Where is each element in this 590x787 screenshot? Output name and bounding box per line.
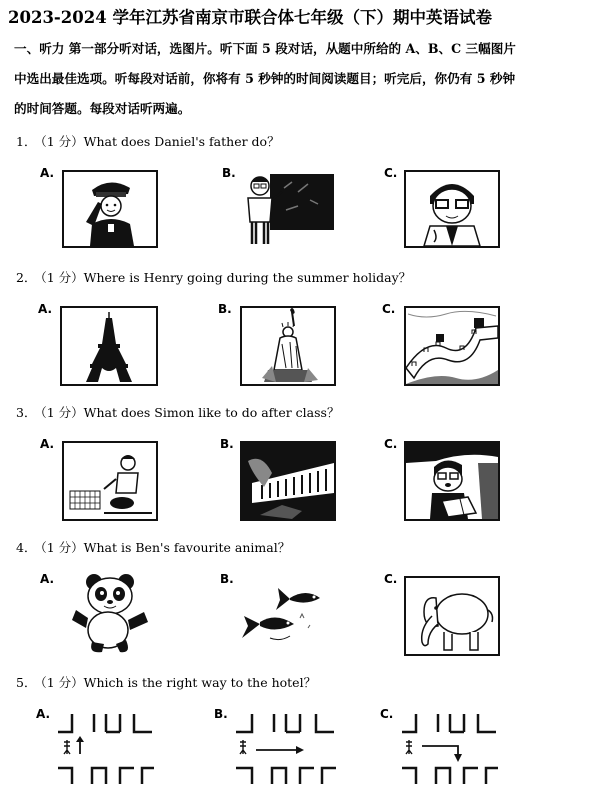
option-b-label[interactable]: B.	[220, 572, 234, 586]
question-text: What does Daniel's father do？	[83, 134, 280, 149]
question-4	[16, 538, 290, 556]
question-score: （1 分）	[40, 405, 84, 420]
route-map-a-image[interactable]	[56, 706, 156, 786]
question-text: Which is the right way to the hotel？	[83, 675, 317, 690]
question-3	[16, 403, 339, 421]
panda-image[interactable]	[68, 570, 160, 654]
eiffel-tower-image[interactable]	[60, 306, 158, 386]
question-number: 3．	[16, 405, 37, 420]
question-number: 2．	[16, 270, 37, 285]
question-text: What does Simon like to do after class？	[83, 405, 340, 420]
question-score: （1 分）	[40, 540, 84, 555]
option-b-label[interactable]: B.	[220, 437, 234, 451]
page-title: 2023-2024 学年江苏省南京市联合体七年级（下）期中英语试卷	[8, 8, 492, 27]
route-map-b-image[interactable]	[234, 706, 338, 786]
option-a-label[interactable]: A.	[36, 707, 51, 721]
option-b-label[interactable]: B.	[222, 166, 236, 180]
goldfish-image[interactable]	[240, 578, 334, 652]
question-5	[16, 673, 316, 691]
option-a-label[interactable]: A.	[40, 437, 55, 451]
question-number: 5．	[16, 675, 37, 690]
elephant-image[interactable]	[404, 576, 500, 656]
option-c-label[interactable]: C.	[384, 572, 398, 586]
section-instructions	[14, 34, 580, 124]
instruction-line: 中选出最佳选项。听每段对话前，你将有 5 秒钟的时间阅读题目；听完后，你仍有 5 秒钟	[14, 71, 516, 86]
doctor-image[interactable]	[404, 170, 500, 248]
reading-book-image[interactable]	[404, 441, 500, 521]
option-c-label[interactable]: C.	[382, 302, 396, 316]
option-b-label[interactable]: B.	[218, 302, 232, 316]
option-b-label[interactable]: B.	[214, 707, 228, 721]
instruction-line: 的时间答题。每段对话听两遍。	[14, 101, 191, 116]
question-2	[16, 268, 411, 286]
question-text: Where is Henry going during the summer holiday？	[83, 270, 412, 285]
question-score: （1 分）	[40, 675, 84, 690]
route-map-c-image[interactable]	[400, 706, 500, 786]
instruction-line: 一、听力 第一部分听对话，选图片。听下面 5 段对话，从题中所给的 A、B、C 三幅图片	[14, 41, 516, 56]
option-c-label[interactable]: C.	[384, 166, 398, 180]
statue-of-liberty-image[interactable]	[240, 306, 336, 386]
question-score: （1 分）	[40, 270, 84, 285]
question-number: 4．	[16, 540, 37, 555]
option-c-label[interactable]: C.	[384, 437, 398, 451]
question-score: （1 分）	[40, 134, 84, 149]
playing-piano-image[interactable]	[240, 441, 336, 521]
question-number: 1．	[16, 134, 37, 149]
great-wall-image[interactable]	[404, 306, 500, 386]
option-a-label[interactable]: A.	[38, 302, 53, 316]
teacher-at-blackboard-image[interactable]	[240, 170, 336, 246]
playing-chess-image[interactable]	[62, 441, 158, 521]
option-c-label[interactable]: C.	[380, 707, 394, 721]
question-1	[16, 132, 280, 150]
police-officer-image[interactable]	[62, 170, 158, 248]
option-a-label[interactable]: A.	[40, 572, 55, 586]
option-a-label[interactable]: A.	[40, 166, 55, 180]
question-text: What is Ben's favourite animal？	[83, 540, 291, 555]
